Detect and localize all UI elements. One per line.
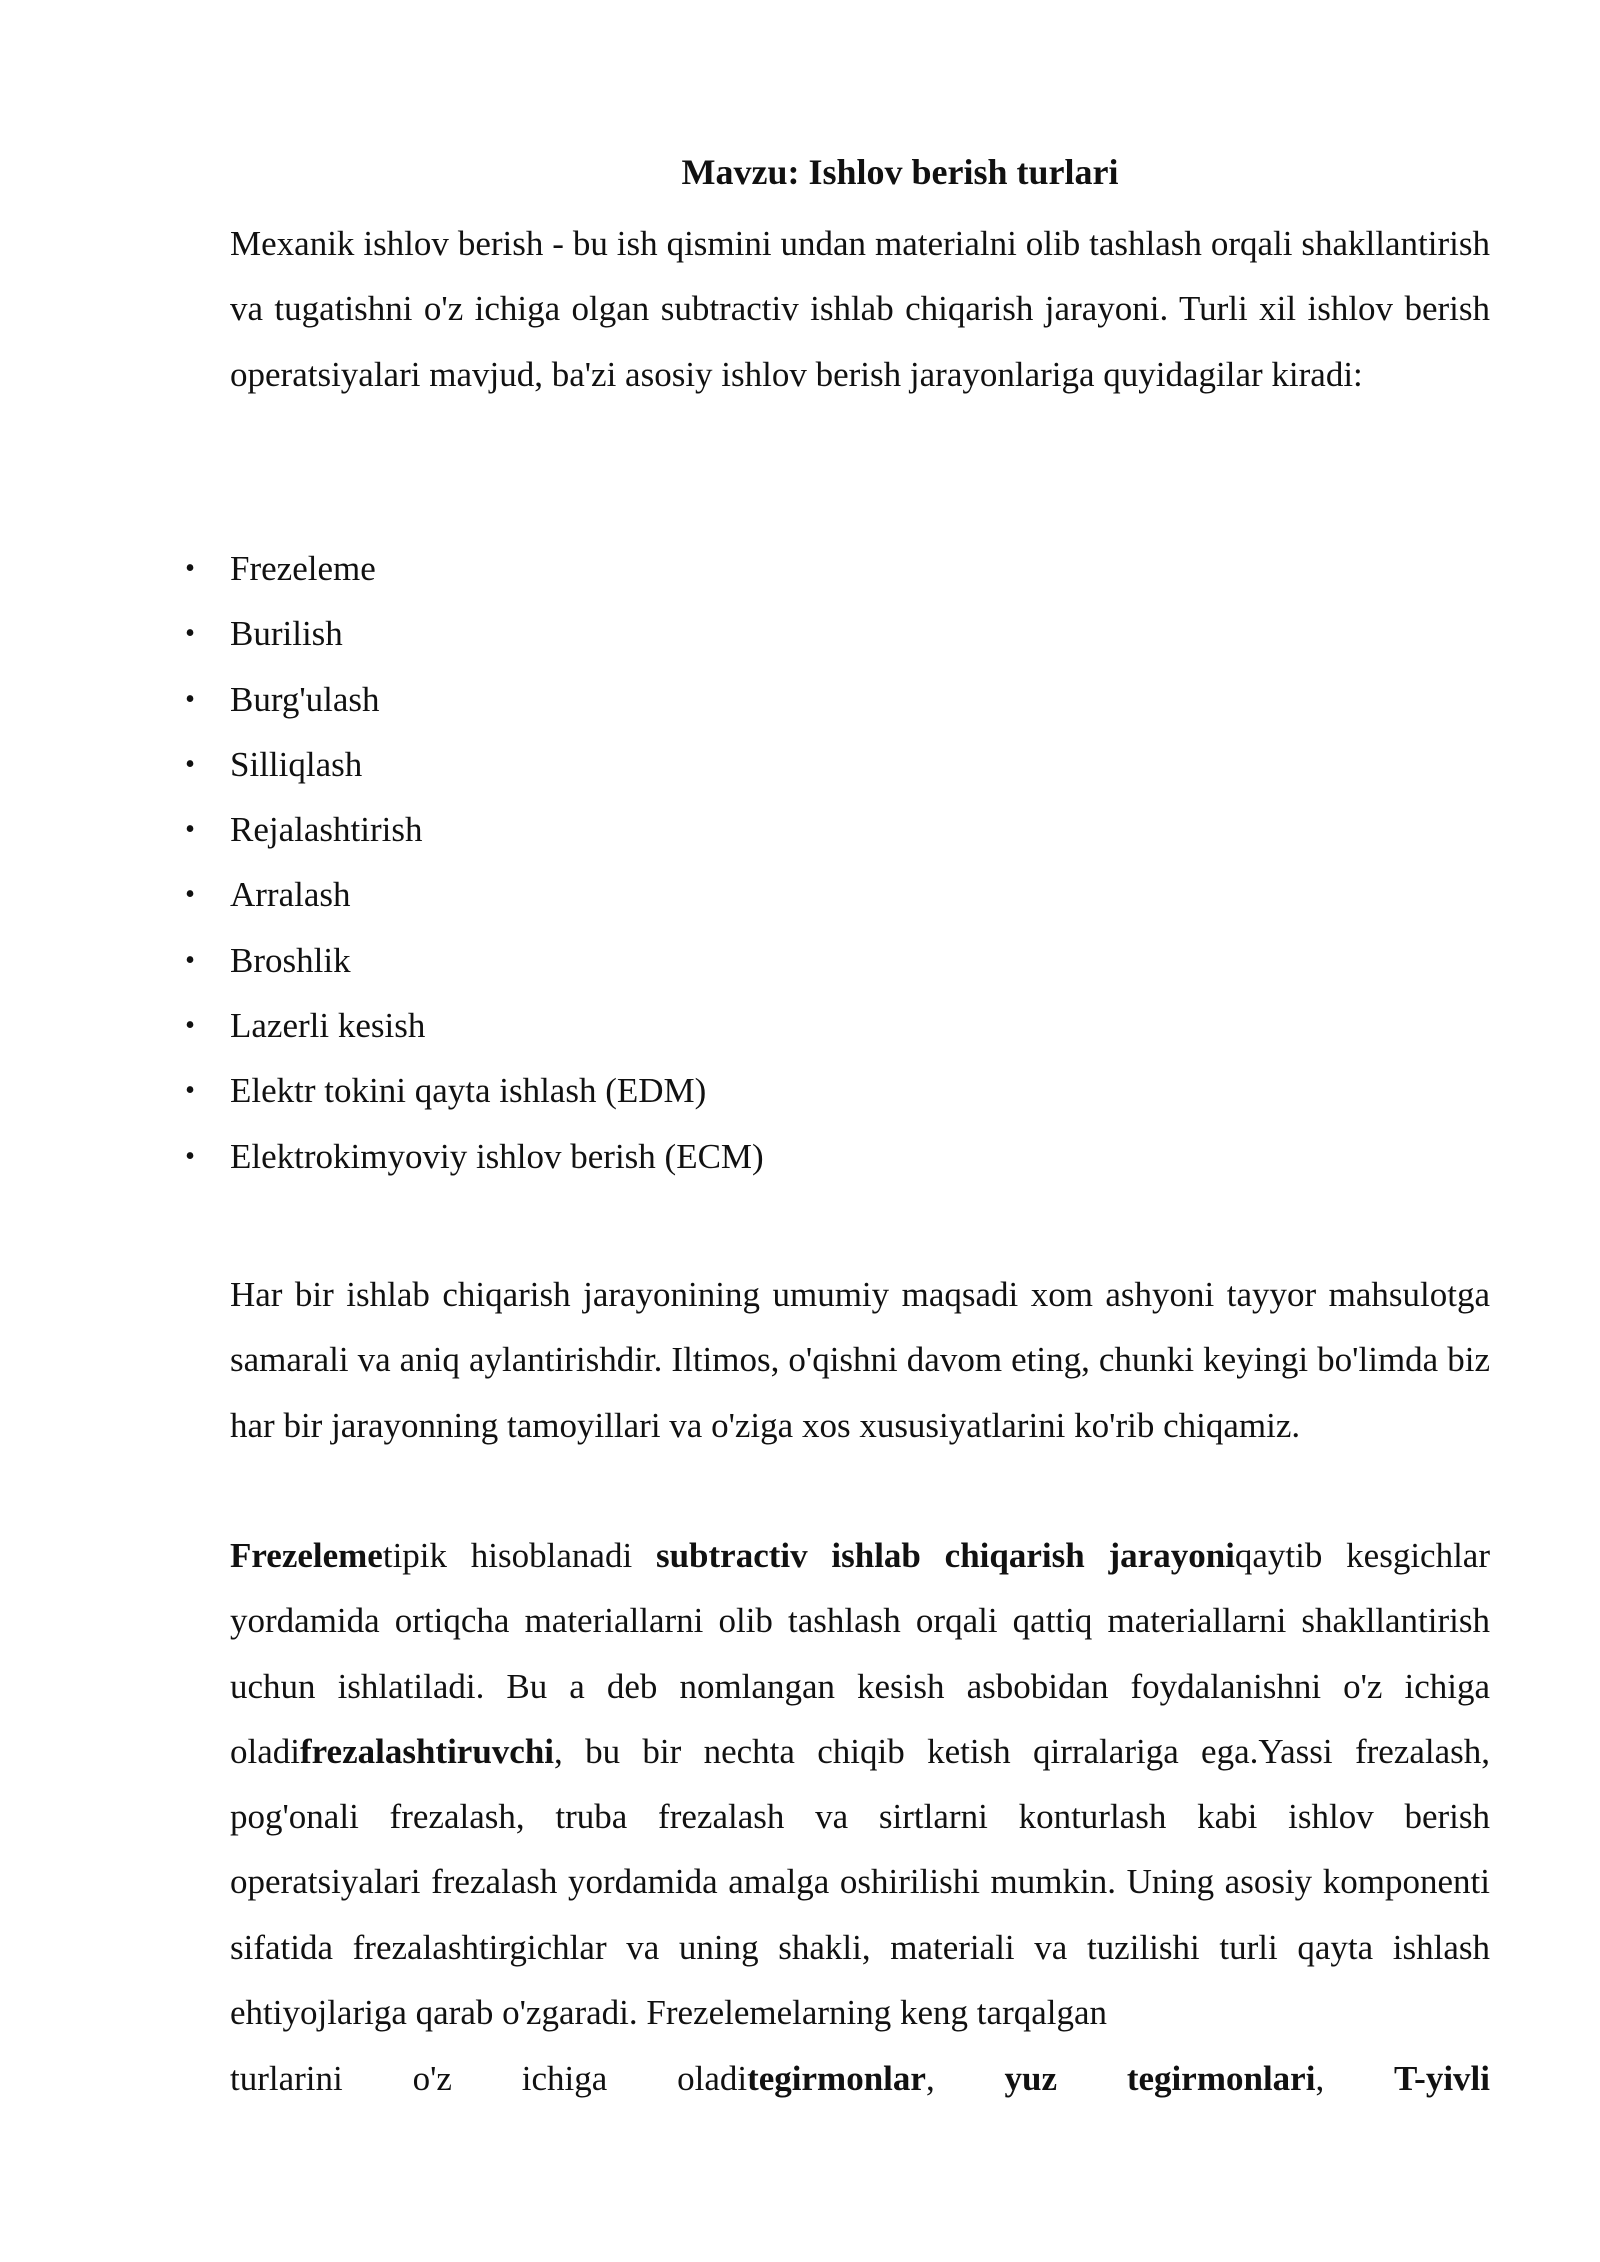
last-line-bold-face-mills: yuz tegirmonlari — [1004, 2059, 1316, 2098]
list-item — [185, 732, 1490, 797]
list-item — [185, 993, 1490, 1058]
bullet-icon: • — [185, 683, 195, 715]
list-item — [185, 601, 1490, 666]
bullet-icon: • — [185, 1075, 195, 1107]
processes-list — [185, 536, 1490, 1189]
bullet-icon: • — [185, 879, 195, 911]
list-item-text: Rejalashtirish — [230, 810, 423, 850]
list-item-text: Elektr tokini qayta ishlash (EDM) — [230, 1071, 707, 1111]
intro-paragraph: Mexanik ishlov berish - bu ish qismini undan materialni olib tashlash orqali shakllantirish va tugatishni o'z ichiga olgan subtractiv ishlab chiqarish jarayoni. Turli xil ishlov berish operatsiyalari mavjud, ba'zi asosiy ishlov berish jarayonlariga quyidagilar kiradi: — [230, 224, 1490, 394]
list-item — [185, 928, 1490, 993]
bullet-icon: • — [185, 748, 195, 780]
list-item-text: Elektrokimyoviy ishlov berish (ECM) — [230, 1136, 764, 1176]
last-line-bold-t-slot: T-yivli — [1394, 2059, 1490, 2098]
bullet-icon: • — [185, 814, 195, 846]
bullet-icon: • — [185, 944, 195, 976]
list-item — [185, 862, 1490, 927]
last-line-separator: , — [1315, 2059, 1395, 2098]
list-item-text: Burilish — [230, 614, 343, 654]
page-title: Mavzu: Ishlov berish turlari — [681, 152, 1119, 192]
last-line-bold-mills: tegirmonlar — [747, 2059, 926, 2098]
milling-last-line — [230, 2046, 1490, 2111]
list-item — [185, 797, 1490, 862]
bullet-icon: • — [185, 1010, 195, 1042]
list-item-text: Frezeleme — [230, 549, 376, 588]
last-line-text: turlarini o'z ichiga oladi — [230, 2059, 748, 2098]
list-item-text: Burg'ulash — [230, 679, 380, 719]
milling-paragraph — [230, 1523, 1490, 2045]
list-item-text: Arralash — [230, 875, 351, 915]
list-item — [185, 1124, 1490, 1189]
list-item-text: Silliqlash — [230, 744, 363, 784]
list-item — [185, 536, 1490, 601]
milling-bold-cutter: frezalashtiruvchi — [299, 1731, 555, 1771]
list-item-text: Broshlik — [230, 940, 351, 980]
last-line-separator: , — [925, 2059, 1005, 2098]
summary-paragraph: Har bir ishlab chiqarish jarayonining umumiy maqsadi xom ashyoni tayyor mahsulotga samarali va aniq aylantirishdir. Iltimos, o'qishni davom eting, chunki keyingi bo'limda biz har bir jarayonning tamoyillari va o'ziga xos xususiyatlarini ko'rib chiqamiz. — [230, 1275, 1490, 1445]
bullet-icon: • — [185, 1140, 195, 1172]
bullet-icon: • — [185, 618, 195, 650]
milling-term: Frezeleme — [230, 1536, 383, 1575]
milling-text-1: tipik hisoblanadi — [382, 1536, 656, 1575]
list-item — [185, 667, 1490, 732]
milling-bold-process: subtractiv ishlab chiqarish jarayoni — [655, 1536, 1235, 1575]
list-item — [185, 1058, 1490, 1123]
milling-text-3: , bu bir nechta chiqib ketish qirralariga ega.Yassi frezalash, pog'onali frezalash, truba frezalash va sirtlarni konturlash kabi ishlov berish operatsiyalari frezalash yordamida amalga oshirilishi mumkin. Uning asosiy komponenti sifatida frezalashtirgichlar va uning shakli, materiali va tuzilishi turli qayta ishlash ehtiyojlariga qarab o'zgaradi. Frezelemelarning keng tarqalgan — [230, 1731, 1490, 2033]
list-item-text: Lazerli kesish — [230, 1006, 426, 1046]
bullet-icon: • — [185, 553, 195, 584]
milling-text-2: qaytib kesgichlar yordamida ortiqcha materiallarni olib tashlash orqali qattiq materiallarni shakllantirish uchun ishlatiladi. Bu a deb nomlangan kesish asbobidan foydalanishni o'z ichiga oladi — [230, 1536, 1490, 1771]
